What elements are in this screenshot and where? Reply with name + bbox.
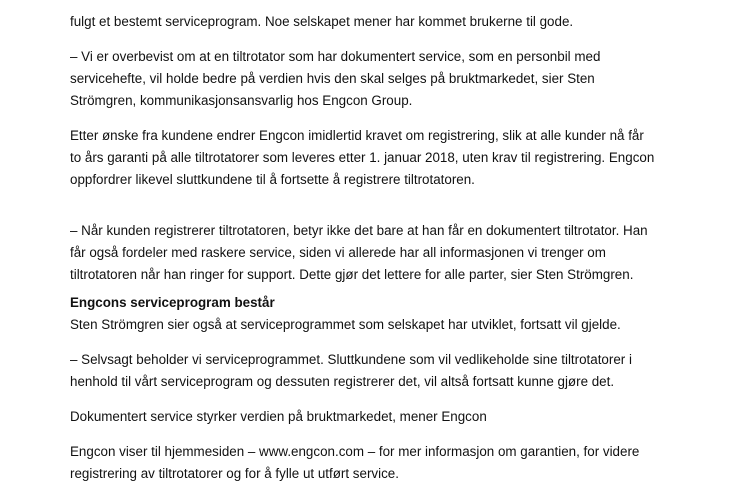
paragraph-documented-service xyxy=(70,406,730,428)
paragraph-quote-3 xyxy=(70,349,730,393)
paragraph-website xyxy=(70,441,730,485)
text-line: registrering av tiltrotatorer og for å fylle ut utført service. xyxy=(70,466,399,481)
paragraph-service-program xyxy=(70,314,730,336)
paragraph-quote-1 xyxy=(70,46,730,112)
text-line: Dokumentert service styrker verdien på bruktmarkedet, mener Engcon xyxy=(70,409,487,424)
text-line: henhold til vårt serviceprogram og dessuten registrerer det, vil altså fortsatt kunne gjøre det. xyxy=(70,374,615,389)
paragraph-0 xyxy=(70,11,730,33)
section-heading: Engcons serviceprogram består xyxy=(70,295,275,310)
text-line: – Vi er overbevist om at en tiltrotator som har dokumentert service, som en personbil med xyxy=(70,49,601,64)
text-line: – Når kunden registrerer tiltrotatoren, betyr ikke det bare at han får en dokumentert tiltrotator. Han xyxy=(70,223,648,238)
text-line: oppfordrer likevel sluttkundene til å fortsette å registrere tiltrotatoren. xyxy=(70,172,475,187)
text-line: – Selvsagt beholder vi serviceprogrammet. Sluttkundene som vil vedlikeholde sine tiltrotatorer i xyxy=(70,352,632,367)
text-line: får også fordeler med raskere service, siden vi allerede har all informasjonen vi trenger om xyxy=(70,245,606,260)
text-line: Strömgren, kommunikasjonsansvarlig hos Engcon Group. xyxy=(70,93,413,108)
text-line: tiltrotatoren når han ringer for support. Dette gjør det lettere for alle parter, sier Sten Strömgren. xyxy=(70,267,634,282)
text-line: to års garanti på alle tiltrotatorer som leveres etter 1. januar 2018, uten krav til registrering. Engcon xyxy=(70,150,655,165)
text-line: Engcon viser til hjemmesiden – www.engcon.com – for mer informasjon om garantien, for videre xyxy=(70,444,640,459)
text-line: Etter ønske fra kundene endrer Engcon imidlertid kravet om registrering, slik at alle kunder nå får xyxy=(70,128,644,143)
paragraph-warranty xyxy=(70,125,730,191)
paragraph-quote-2 xyxy=(70,220,730,286)
text-line: Sten Strömgren sier også at serviceprogrammet som selskapet har utviklet, fortsatt vil gjelde. xyxy=(70,317,621,332)
document-page xyxy=(70,0,730,485)
cut-off-line xyxy=(70,0,730,11)
text-line: fulgt et bestemt serviceprogram. Noe selskapet mener har kommet brukerne til gode. xyxy=(70,14,574,29)
text-line: servicehefte, vil holde bedre på verdien hvis den skal selges på bruktmarkedet, sier Sten xyxy=(70,71,595,86)
